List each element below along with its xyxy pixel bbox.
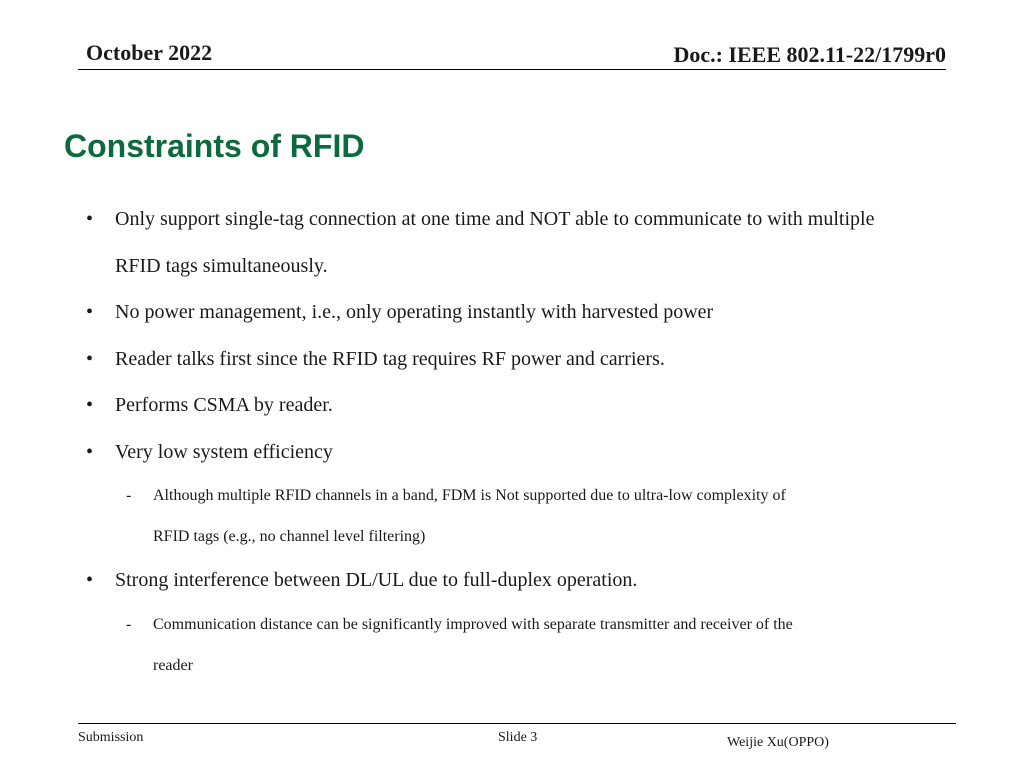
header-divider [78, 69, 946, 70]
bullet-marker: • [86, 569, 94, 591]
bullet-marker: • [86, 394, 94, 416]
bullet-marker: • [86, 301, 94, 323]
header-date: October 2022 [86, 40, 213, 65]
sub-bullet-text-line: reader [153, 656, 193, 674]
bullet-marker: • [86, 347, 94, 370]
bullet-text-line: Reader talks first since the RFID tag requires RF power and carriers. [115, 347, 665, 370]
sub-bullet-text-line: Communication distance can be significantly improved with separate transmitter and receiver of the [153, 615, 793, 633]
footer-divider [78, 723, 956, 724]
bullet-item-6 [86, 557, 996, 604]
bullet-marker: • [86, 208, 94, 230]
footer-author: Weijie Xu(OPPO) [727, 735, 829, 750]
bullet-list [86, 196, 996, 686]
sub-bullet-text-line: RFID tags (e.g., no channel level filtering) [153, 528, 426, 545]
sub-bullet-item-5 [86, 475, 996, 557]
bullet-item-1 [86, 196, 996, 289]
slide-title: Constraints of RFID [64, 128, 365, 164]
bullet-item-2 [86, 289, 996, 336]
sub-bullet-item-6 [86, 604, 996, 686]
bullet-item-5 [86, 429, 996, 476]
footer-slide-number: Slide 3 [498, 730, 538, 745]
bullet-text-line: Performs CSMA by reader. [115, 394, 333, 416]
bullet-text-line: Only support single-tag connection at one time and NOT able to communicate to with multiple [115, 208, 875, 230]
footer-submission: Submission [78, 730, 144, 745]
sub-bullet-marker: - [126, 487, 132, 504]
bullet-item-4 [86, 382, 996, 429]
sub-bullet-text-line: Although multiple RFID channels in a band, FDM is Not supported due to ultra-low complexity of [153, 487, 786, 504]
header-doc-id: Doc.: IEEE 802.11-22/1799r0 [673, 42, 946, 67]
bullet-text-line: No power management, i.e., only operating instantly with harvested power [115, 301, 714, 323]
bullet-item-3 [86, 336, 996, 383]
bullet-text-line: RFID tags simultaneously. [115, 254, 328, 277]
bullet-text-line: Very low system efficiency [115, 440, 333, 463]
bullet-text-line: Strong interference between DL/UL due to full-duplex operation. [115, 569, 638, 591]
bullet-marker: • [86, 440, 94, 463]
sub-bullet-marker: - [126, 615, 132, 633]
